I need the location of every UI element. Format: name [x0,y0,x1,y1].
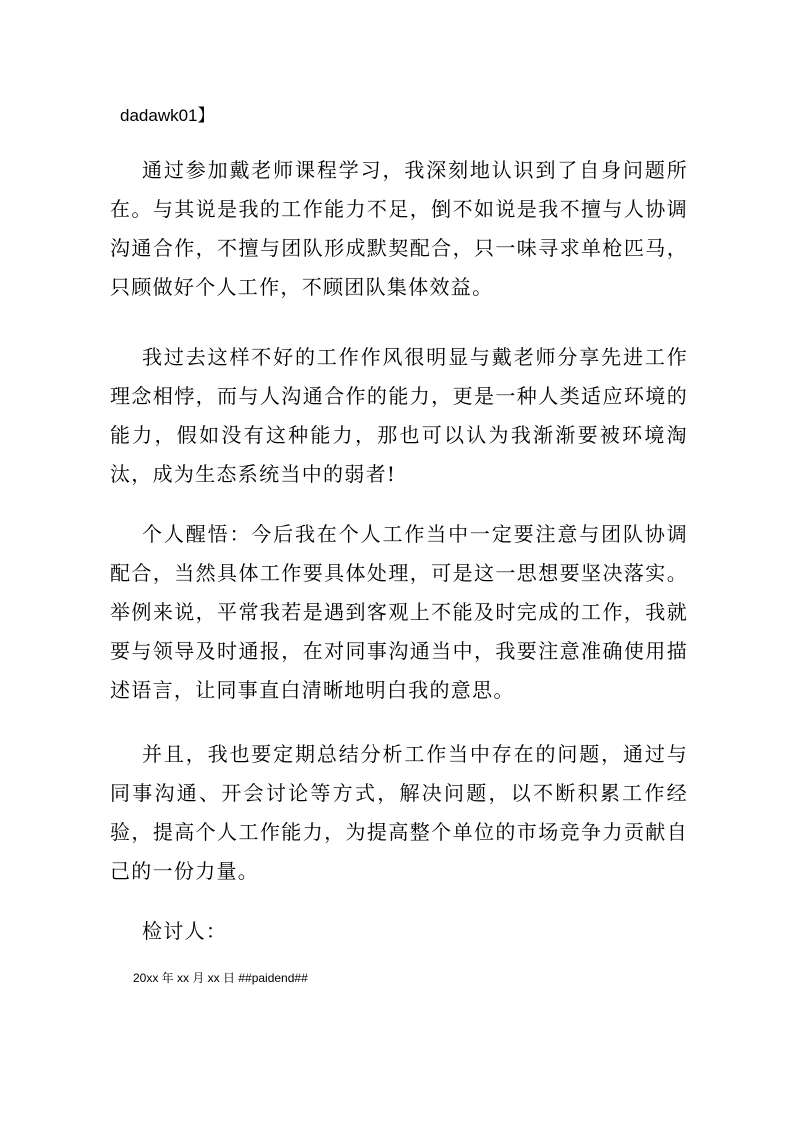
date-line: 20xx 年 xx 月 xx 日 ##paidend## [133,971,308,985]
header-code: dadawk01】 [120,106,215,125]
paragraph-3: 个人醒悟：今后我在个人工作当中一定要注意与团队协调配合，当然具体工作要具体处理，可是这一思想要坚决落实。举例来说，平常我若是遇到客观上不能及时完成的工作，我就要与领导及时通报，在对同事沟通当中，我要注意准确使用描述语言，让同事直白清晰地明白我的意思。 [110,522,688,702]
paragraph-2: 我过去这样不好的工作作风很明显与戴老师分享先进工作理念相悖，而与人沟通合作的能力，更是一种人类适应环境的能力，假如没有这种能力，那也可以认为我渐渐要被环境淘汰，成为生态系统当中的弱者! [110,345,688,486]
paragraph-1: 通过参加戴老师课程学习，我深刻地认识到了自身问题所在。与其说是我的工作能力不足，倒不如说是我不擅与人协调沟通合作，不擅与团队形成默契配合，只一味寻求单枪匹马，只顾做好个人工作，不顾团队集体效益。 [110,158,688,299]
paragraph-4: 并且，我也要定期总结分析工作当中存在的问题，通过与同事沟通、开会讨论等方式，解决问题，以不断积累工作经验，提高个人工作能力，为提高整个单位的市场竞争力贡献自己的一份力量。 [110,742,688,883]
signer-label: 检讨人： [142,919,228,943]
